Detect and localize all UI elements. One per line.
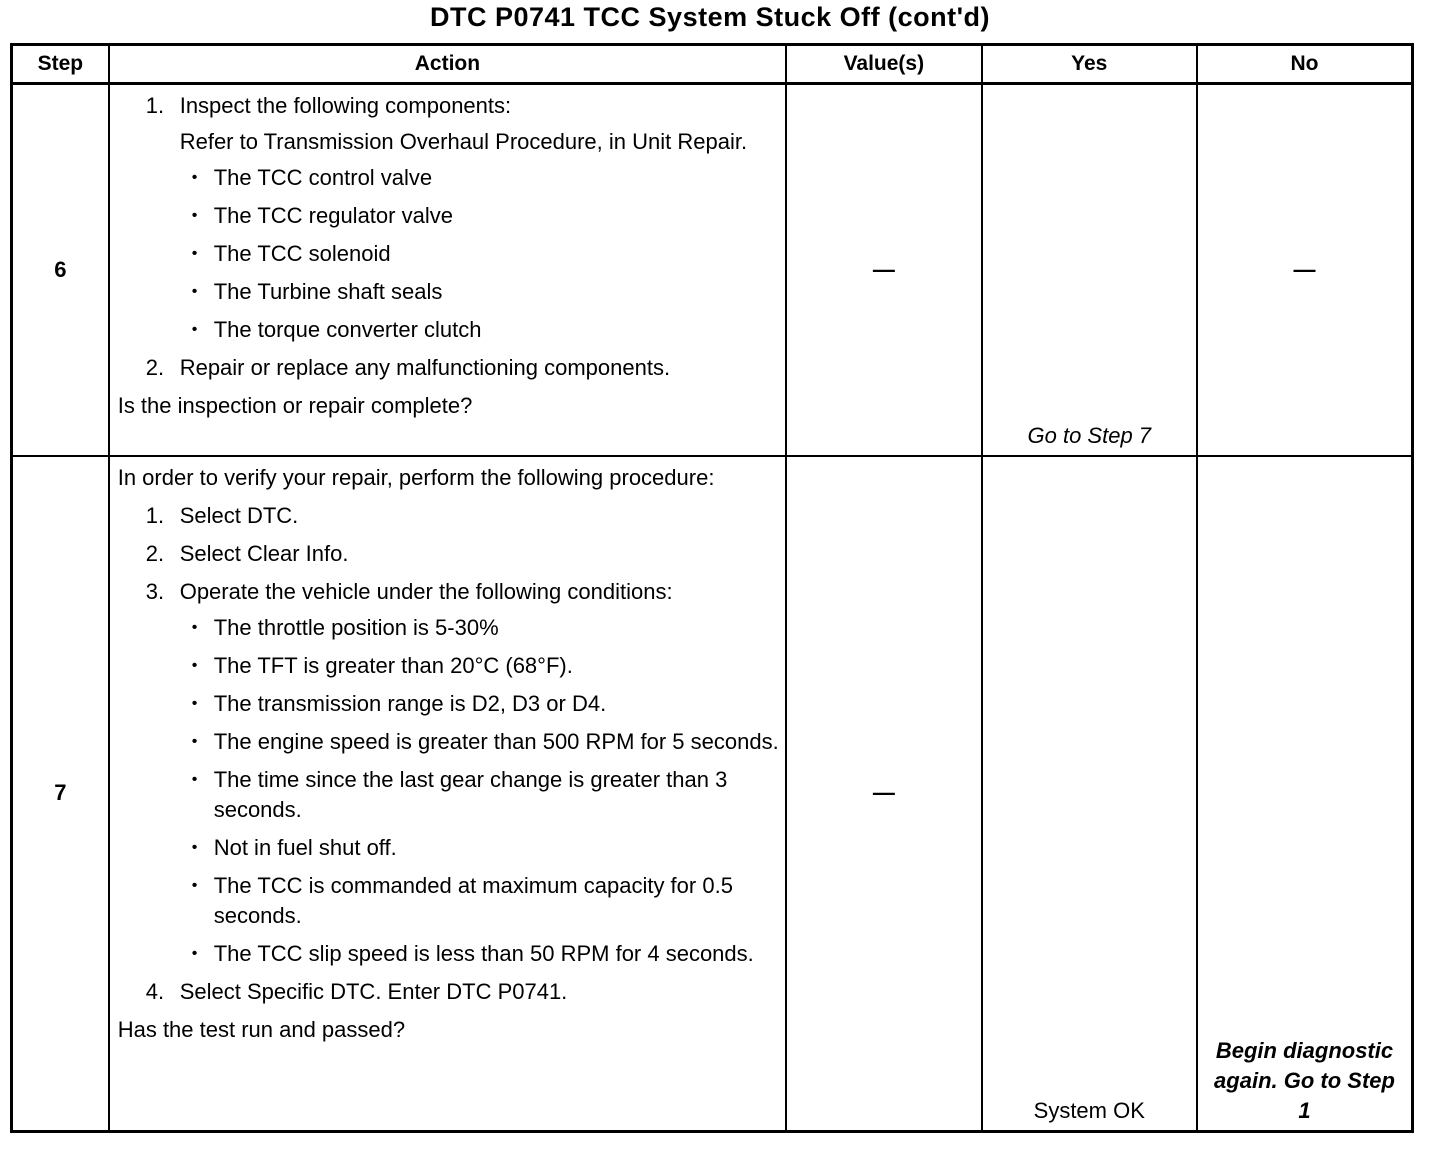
yes-result: System OK (1033, 1098, 1145, 1123)
action-step (118, 577, 779, 969)
yes-cell (982, 456, 1197, 1132)
step-text: Repair or replace any malfunctioning components. (179, 355, 671, 380)
value-cell (786, 456, 981, 1132)
page-title: DTC P0741 TCC System Stuck Off (cont'd) (429, 2, 990, 32)
step-num: 1. (145, 93, 165, 118)
diagnostic-table (10, 43, 1414, 1133)
step-text: Inspect the following components: (179, 93, 512, 118)
question: Is the inspection or repair complete? (117, 393, 473, 418)
value-dash: — (872, 780, 895, 806)
no-cell (1197, 84, 1413, 456)
action-step (118, 977, 779, 1007)
step-number: 6 (12, 84, 109, 456)
header-yes: Yes (982, 45, 1197, 84)
reference-note: Refer to Transmission Overhaul Procedure, in Unit Repair. (179, 129, 748, 154)
bullet-item: • The TCC solenoid (180, 239, 779, 269)
header-action: Action (109, 45, 786, 84)
bullet-item: • The transmission range is D2, D3 or D4. (180, 689, 779, 719)
action-step (118, 501, 779, 531)
bullet-item: • The TCC slip speed is less than 50 RPM for 4 seconds. (180, 939, 779, 969)
bullet-item: • The TFT is greater than 20°C (68°F). (180, 651, 779, 681)
yes-result: Go to Step 7 (1027, 422, 1152, 448)
bullet-item: • The TCC is commanded at maximum capacity for 0.5 seconds. (180, 871, 779, 931)
header-step: Step (12, 45, 109, 84)
header-no: No (1197, 45, 1413, 84)
intro-text: In order to verify your repair, perform the following procedure: (117, 464, 715, 490)
table-row-step-6 (12, 84, 1413, 456)
bullet-item: • Not in fuel shut off. (180, 833, 779, 863)
no-dash: — (1293, 256, 1316, 282)
no-cell (1197, 456, 1413, 1132)
bullet-item: • The time since the last gear change is greater than 3 seconds. (180, 765, 779, 825)
step-num: 1. (145, 502, 165, 528)
action-steps (118, 91, 779, 383)
step-num: 2. (145, 355, 165, 380)
bullet-item: • The throttle position is 5-30% (180, 613, 779, 643)
action-step (118, 539, 779, 569)
yes-cell (982, 84, 1197, 456)
step-num: 3. (145, 578, 165, 604)
action-step (118, 353, 779, 383)
step-text: Select Specific DTC. Enter DTC P0741. (179, 978, 568, 1004)
bullet-list (180, 613, 779, 969)
header-values: Value(s) (786, 45, 981, 84)
step-number: 7 (12, 456, 109, 1132)
action-cell (109, 456, 786, 1132)
action-step (118, 91, 779, 345)
bullet-item: • The torque converter clutch (180, 315, 779, 345)
bullet-item: • The Turbine shaft seals (180, 277, 779, 307)
header-row (12, 45, 1413, 84)
bullet-item: • The TCC regulator valve (180, 201, 779, 231)
step-num: 2. (145, 540, 165, 566)
action-steps (118, 501, 779, 1007)
action-cell (109, 84, 786, 456)
value-dash: — (872, 256, 895, 282)
bullet-item: • The TCC control valve (180, 163, 779, 193)
value-cell (786, 84, 981, 456)
step-text: Select DTC. (179, 502, 299, 528)
question: Has the test run and passed? (117, 1016, 406, 1042)
step-num: 4. (145, 978, 165, 1004)
bullet-list (180, 163, 779, 345)
step-text: Operate the vehicle under the following conditions: (179, 578, 673, 604)
step-text: Select Clear Info. (179, 540, 349, 566)
no-result: Begin diagnostic again. Go to Step 1 (1214, 1038, 1395, 1123)
table-row-step-7 (12, 456, 1413, 1132)
bullet-item: • The engine speed is greater than 500 RPM for 5 seconds. (180, 727, 779, 757)
